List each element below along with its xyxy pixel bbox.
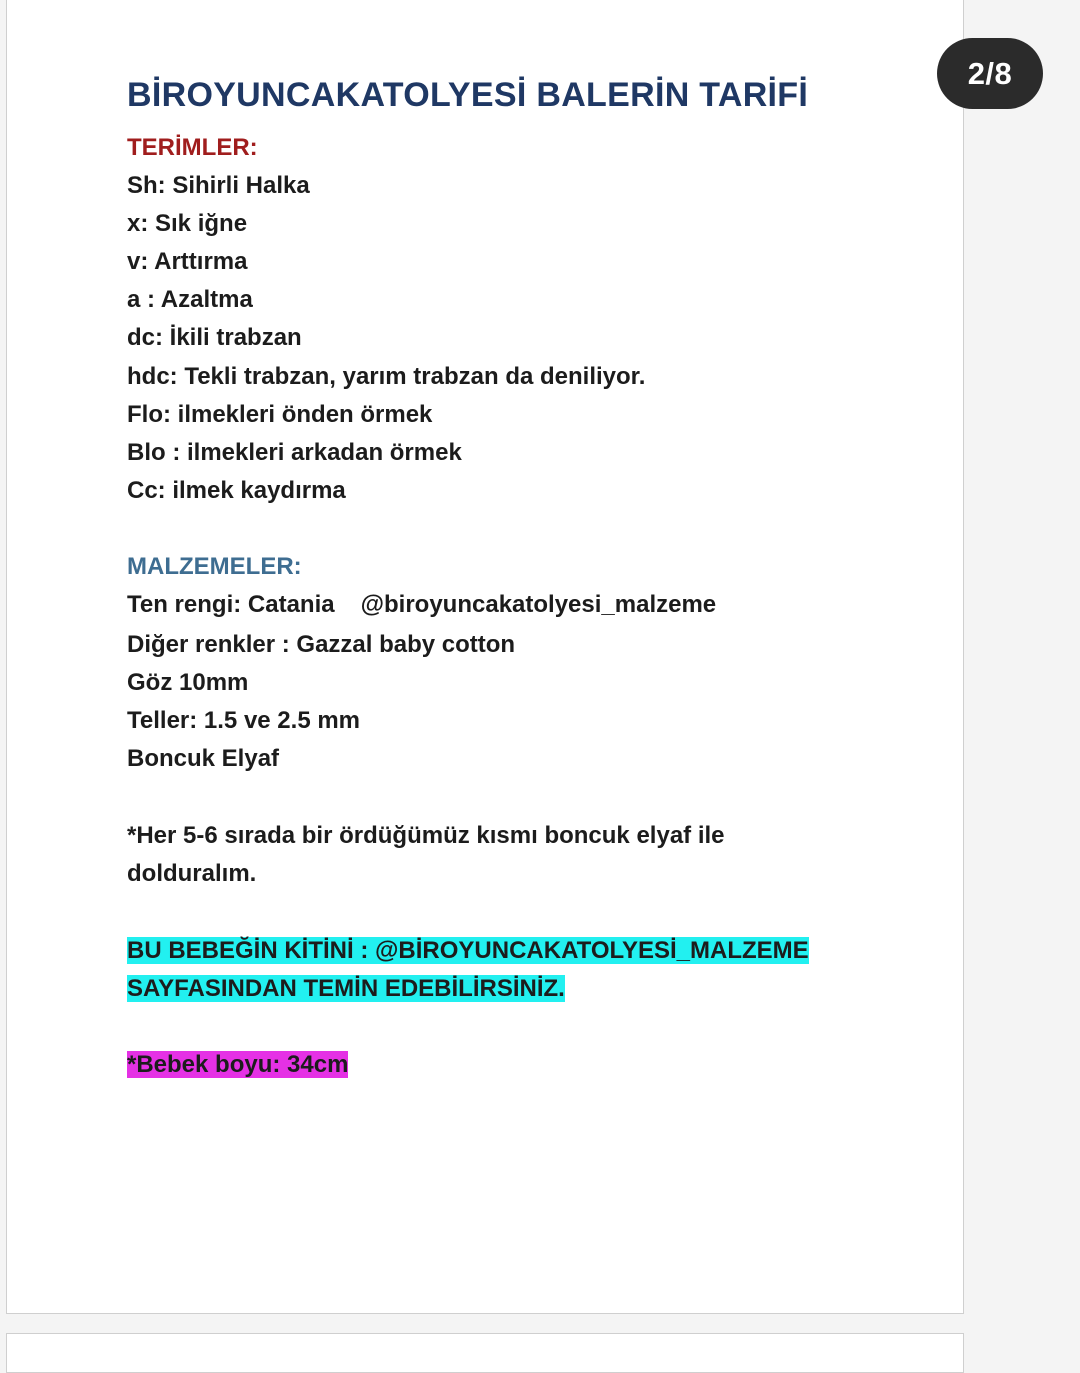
document-page	[6, 0, 964, 1314]
term-item: Sh: Sihirli Halka	[127, 172, 310, 199]
skin-color-handle: @biroyuncakatolyesi_malzeme	[360, 591, 717, 618]
skin-color-label: Ten rengi: Catania	[127, 591, 335, 618]
material-item: Teller: 1.5 ve 2.5 mm	[127, 707, 361, 734]
page-counter-badge: 2/8	[937, 38, 1043, 109]
note-line: dolduralım.	[127, 860, 257, 887]
term-item: Flo: ilmekleri önden örmek	[127, 401, 433, 428]
term-item: a : Azaltma	[127, 286, 253, 313]
term-item: x: Sık iğne	[127, 210, 248, 237]
terms-heading: TERİMLER:	[127, 134, 258, 161]
next-page-edge	[6, 1333, 964, 1373]
kit-line	[127, 936, 809, 966]
material-item: Boncuk Elyaf	[127, 745, 280, 772]
page-title: BİROYUNCAKATOLYESİ BALERİN TARİFİ	[127, 76, 809, 114]
kit-highlight: BU BEBEĞİN KİTİNİ : @BİROYUNCAKATOLYESİ_MALZEME	[127, 937, 809, 964]
kit-highlight: SAYFASINDAN TEMİN EDEBİLİRSİNİZ.	[127, 975, 565, 1002]
note-line: *Her 5-6 sırada bir ördüğümüz kısmı boncuk elyaf ile	[127, 822, 725, 849]
term-item: Blo : ilmekleri arkadan örmek	[127, 439, 462, 466]
size-line	[127, 1049, 348, 1081]
material-skin-color	[127, 591, 716, 619]
kit-line	[127, 974, 565, 1004]
material-item: Göz 10mm	[127, 669, 249, 696]
size-highlight: *Bebek boyu: 34cm	[127, 1051, 349, 1078]
materials-heading: MALZEMELER:	[127, 553, 302, 580]
term-item: Cc: ilmek kaydırma	[127, 477, 346, 504]
term-item: v: Arttırma	[127, 248, 248, 275]
term-item: dc: İkili trabzan	[127, 324, 302, 351]
material-item: Diğer renkler : Gazzal baby cotton	[127, 631, 516, 658]
term-item: hdc: Tekli trabzan, yarım trabzan da deniliyor.	[127, 363, 646, 390]
